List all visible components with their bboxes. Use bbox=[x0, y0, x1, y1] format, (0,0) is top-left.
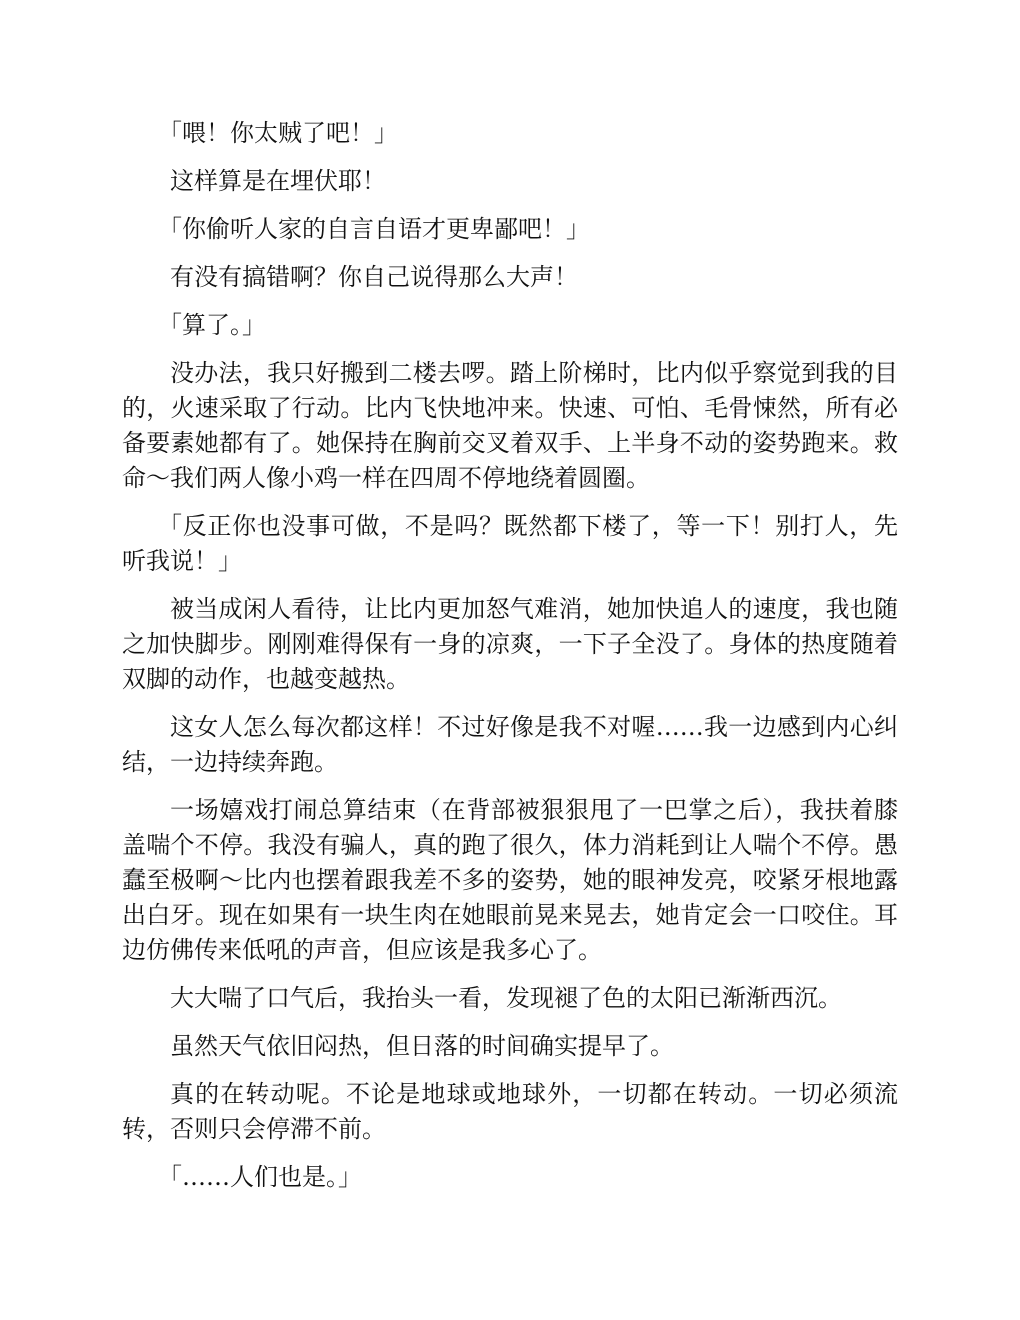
paragraph: 「喂！你太贼了吧！」 bbox=[158, 119, 398, 147]
paragraph: 「算了。」 bbox=[158, 311, 266, 339]
paragraph: 真的在转动呢。不论是地球或地球外，一切都在转动。一切必须流转，否则只会停滞不前。 bbox=[122, 1080, 898, 1143]
paragraph: 有没有搞错啊？你自己说得那么大声！ bbox=[170, 263, 578, 291]
page-body bbox=[122, 116, 898, 1208]
paragraph: 这女人怎么每次都这样！不过好像是我不对喔……我一边感到内心纠结，一边持续奔跑。 bbox=[122, 713, 898, 776]
paragraph: 「反正你也没事可做，不是吗？既然都下楼了，等一下！别打人，先听我说！」 bbox=[122, 512, 898, 575]
paragraph: 大大喘了口气后，我抬头一看，发现褪了色的太阳已渐渐西沉。 bbox=[170, 984, 842, 1012]
paragraph: 一场嬉戏打闹总算结束（在背部被狠狠甩了一巴掌之后），我扶着膝盖喘个不停。我没有骗人，真的跑了很久，体力消耗到让人喘个不停。愚蠢至极啊～比内也摆着跟我差不多的姿势，她的眼神发亮，咬紧牙根地露出白牙。现在如果有一块生肉在她眼前晃来晃去，她肯定会一口咬住。耳边仿佛传来低吼的声音，但应该是我多心了。 bbox=[122, 796, 898, 964]
paragraph: 「……人们也是。」 bbox=[158, 1163, 362, 1191]
paragraph: 被当成闲人看待，让比内更加怒气难消，她加快追人的速度，我也随之加快脚步。刚刚难得保有一身的凉爽，一下子全没了。身体的热度随着双脚的动作，也越变越热。 bbox=[122, 595, 898, 693]
paragraph: 「你偷听人家的自言自语才更卑鄙吧！」 bbox=[158, 215, 590, 243]
paragraph: 虽然天气依旧闷热，但日落的时间确实提早了。 bbox=[170, 1032, 674, 1060]
paragraph: 没办法，我只好搬到二楼去啰。踏上阶梯时，比内似乎察觉到我的目的，火速采取了行动。比内飞快地冲来。快速、可怕、毛骨悚然，所有必备要素她都有了。她保持在胸前交叉着双手、上半身不动的姿势跑来。救命～我们两人像小鸡一样在四周不停地绕着圆圈。 bbox=[122, 359, 898, 492]
paragraph: 这样算是在埋伏耶！ bbox=[170, 167, 386, 195]
